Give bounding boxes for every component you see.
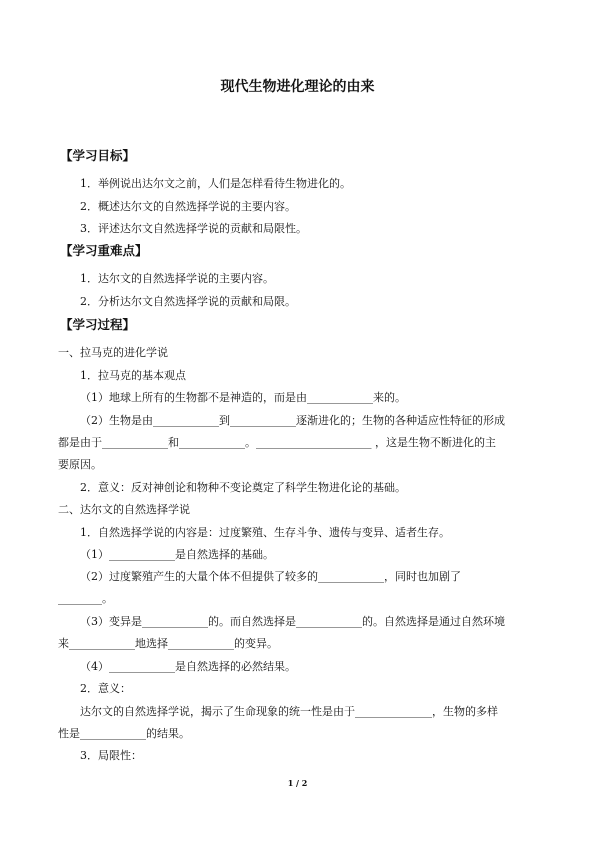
objective-item: 2．概述达尔文的自然选择学说的主要内容。 [80, 200, 296, 213]
fill-in-line: 都是由于____________和____________。_____________________ ，这是生物不断进化的主 [58, 436, 496, 449]
page-number: 1 / 2 [287, 778, 308, 788]
objectives-heading: 【学习目标】 [60, 148, 136, 163]
objective-item: 1．举例说出达尔文之前，人们是怎样看待生物进化的。 [80, 177, 351, 190]
subsection-heading: 2．意义： [80, 682, 131, 695]
page-title: 现代生物进化理论的由来 [220, 79, 375, 95]
fill-in-line: （2）过度繁殖产生的大量个体不但提供了较多的____________，同时也加剧了 [80, 570, 461, 583]
objective-item: 3．评述达尔文自然选择学说的贡献和局限性。 [80, 222, 307, 235]
section-heading-lamarck: 一、拉马克的进化学说 [58, 346, 168, 359]
process-heading: 【学习过程】 [60, 317, 136, 332]
fill-in-line: （1）____________是自然选择的基础。 [80, 548, 274, 561]
fill-in-line: 来____________地选择____________的变异。 [58, 637, 278, 650]
fill-in-line: （1）地球上所有的生物都不是神造的，而是由____________来的。 [80, 391, 406, 404]
subsection-heading: 3．局限性： [80, 749, 142, 762]
fill-in-line: （4）____________是自然选择的必然结果。 [80, 660, 296, 673]
fill-in-line: ________。 [58, 592, 113, 605]
text-line: 要原因。 [58, 458, 102, 471]
key-points-heading: 【学习重难点】 [60, 243, 148, 258]
text-line: 1．自然选择学说的内容是：过度繁殖、生存斗争、遗传与变异、适者生存。 [80, 526, 450, 539]
key-point-item: 2．分析达尔文自然选择学说的贡献和局限。 [80, 295, 296, 308]
fill-in-line: （3）变异是____________的。而自然选择是____________的。自然选择是通过自然环境 [80, 615, 505, 628]
text-line: 2．意义：反对神创论和物种不变论奠定了科学生物进化论的基础。 [80, 481, 406, 494]
subsection-heading: 1．拉马克的基本观点 [80, 369, 186, 382]
section-heading-darwin: 二、达尔文的自然选择学说 [58, 503, 190, 516]
key-point-item: 1．达尔文的自然选择学说的主要内容。 [80, 272, 274, 285]
fill-in-line: 性是____________的结果。 [58, 727, 190, 740]
fill-in-line: 达尔文的自然选择学说，揭示了生命现象的统一性是由于______________，生物的多样 [80, 705, 498, 718]
fill-in-line: （2）生物是由____________到____________逐渐进化的；生物的各种适应性特征的形成 [80, 414, 505, 427]
